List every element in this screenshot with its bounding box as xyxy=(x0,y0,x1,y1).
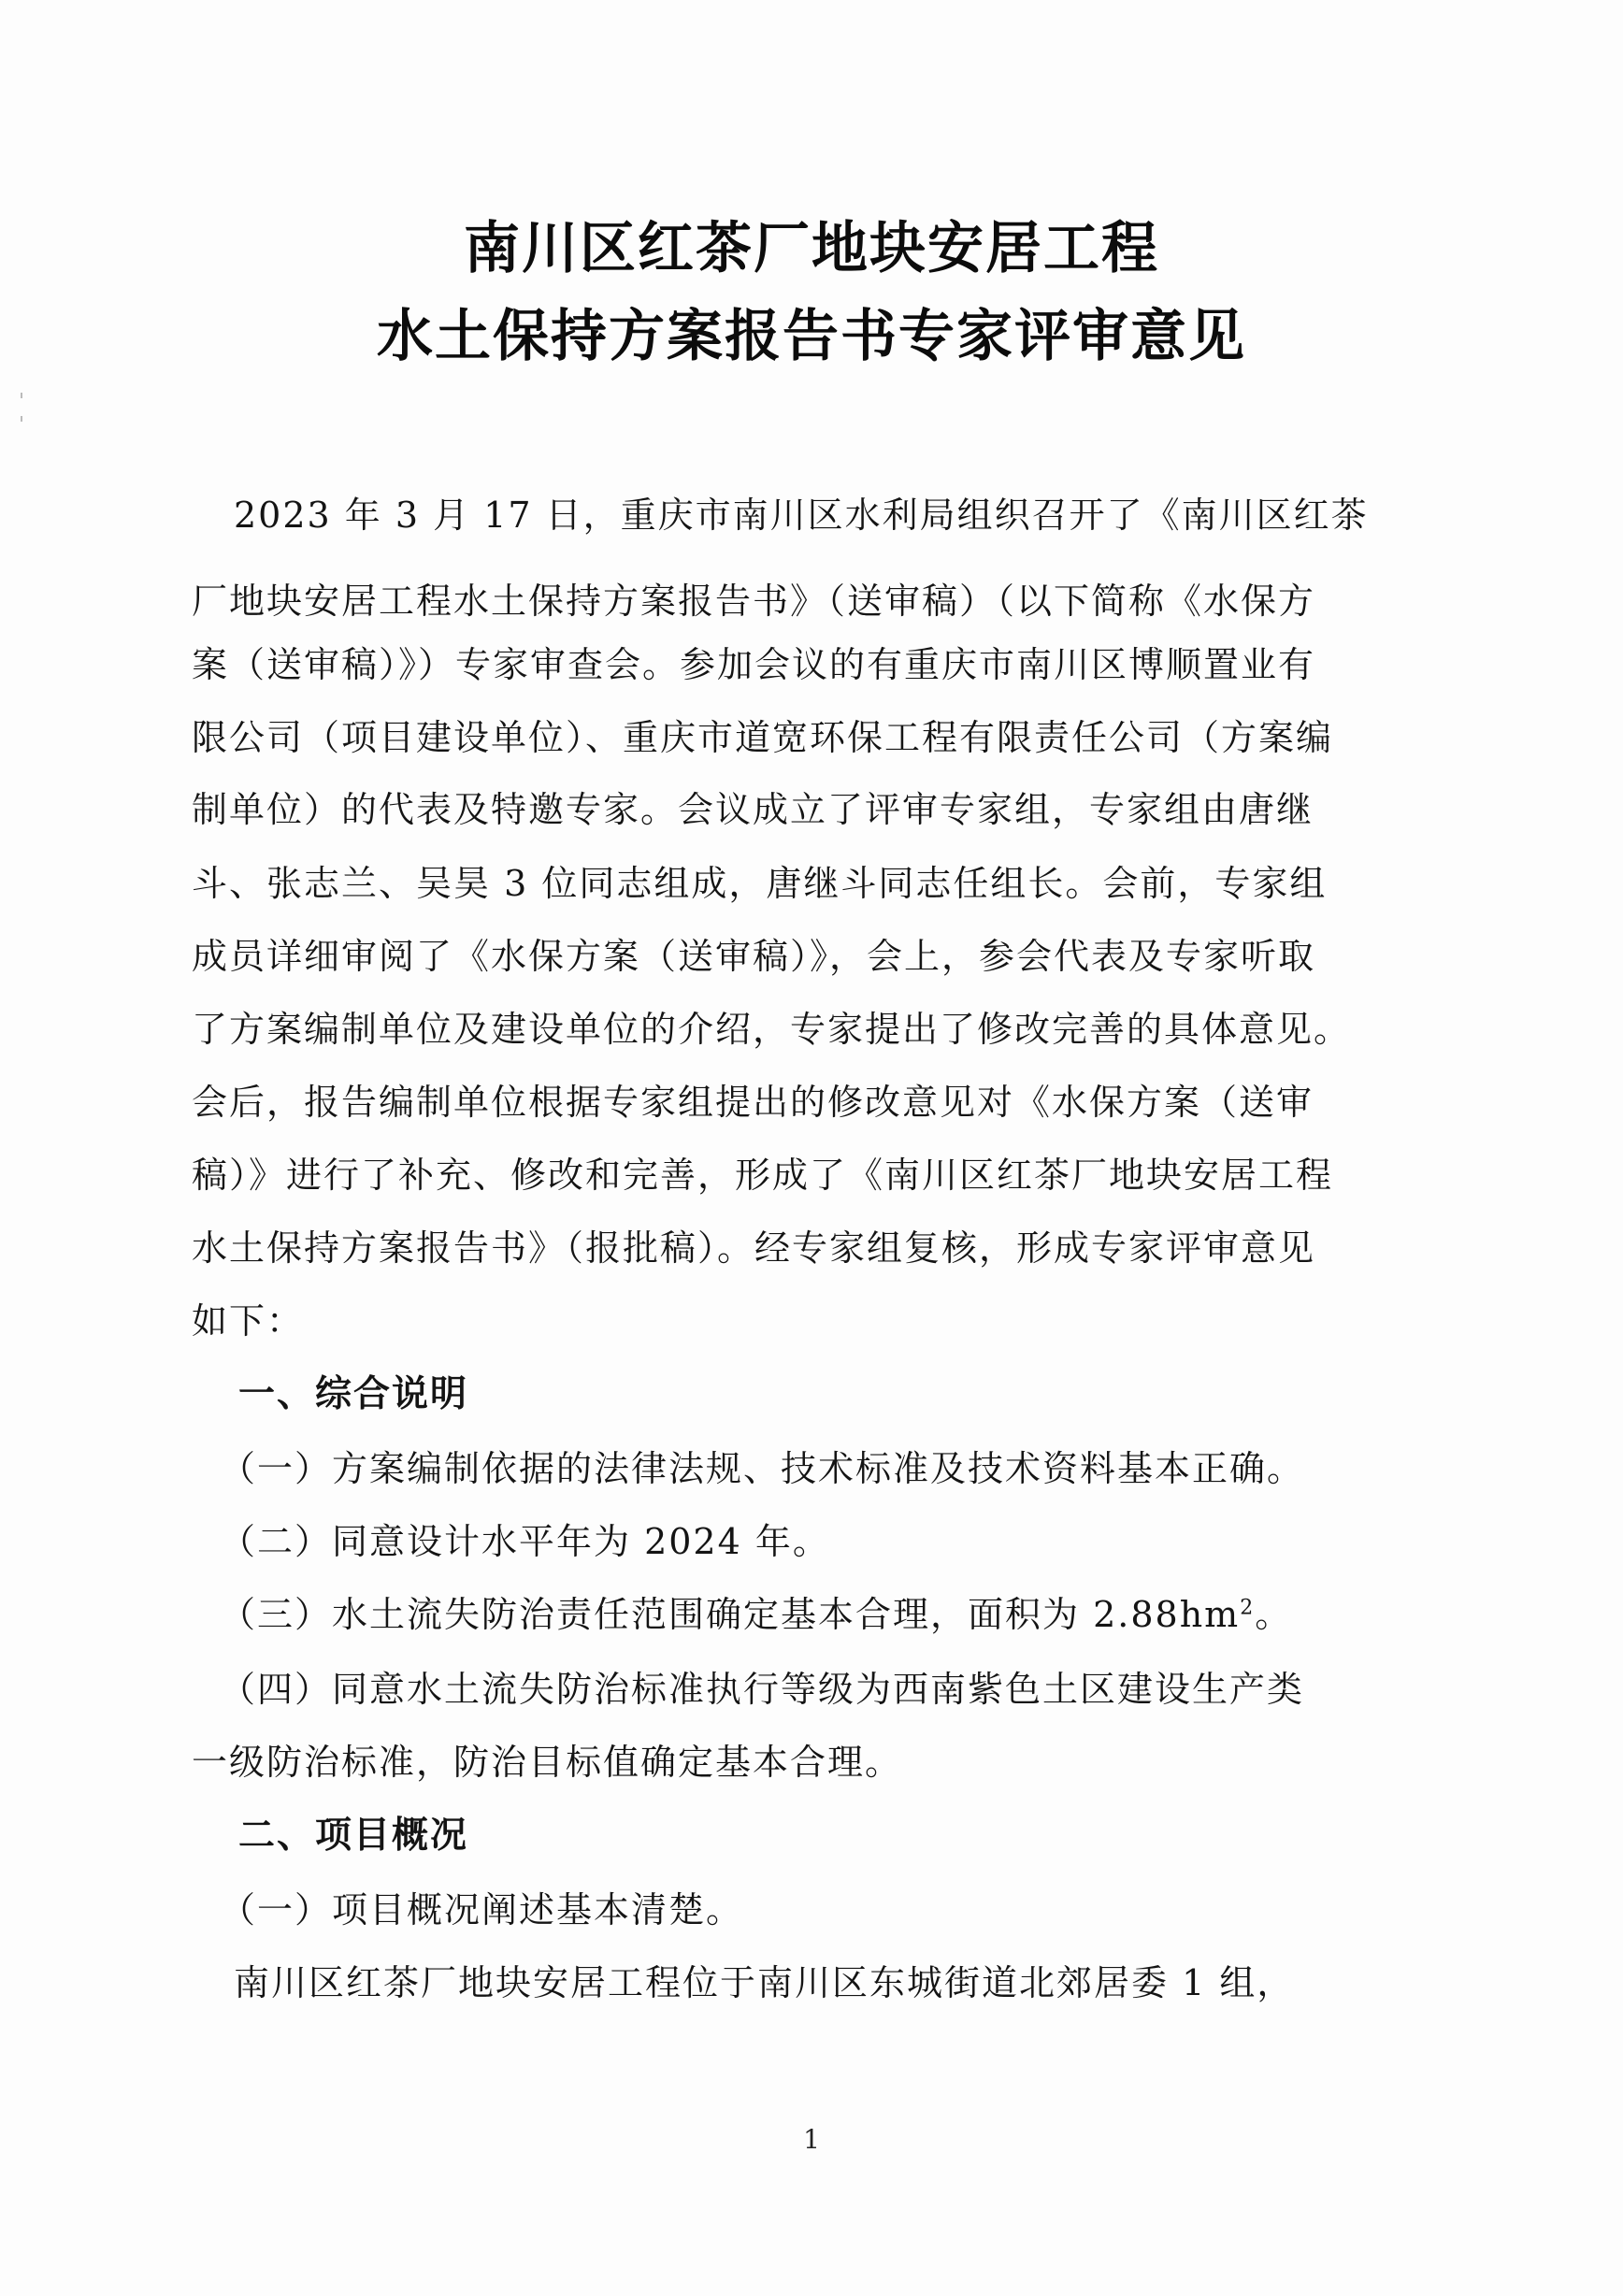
section-1-heading: 一、综合说明 xyxy=(238,1373,469,1415)
s1-item-3-text: （三）水土流失防治责任范围确定基本合理，面积为 2.88hm xyxy=(220,1594,1241,1635)
s1-item-1: （一）方案编制依据的法律法规、技术标准及技术资料基本正确。 xyxy=(220,1448,1305,1489)
intro-line: 厂地块安居工程水土保持方案报告书》（送审稿）（以下简称《水保方 xyxy=(192,581,1316,622)
s1-item-2: （二）同意设计水平年为 2024 年。 xyxy=(220,1521,830,1562)
s1-item-3-superscript: 2 xyxy=(1240,1596,1256,1620)
s2-item-1: （一）项目概况阐述基本清楚。 xyxy=(220,1889,744,1930)
intro-line: 稿）》进行了补充、修改和完善，形成了《南川区红茶厂地块安居工程 xyxy=(192,1155,1334,1196)
scan-speck xyxy=(21,416,22,422)
intro-line: 制单位）的代表及特邀专家。会议成立了评审专家组，专家组由唐继 xyxy=(192,789,1314,830)
document-title-line-2: 水土保持方案报告书专家评审意见 xyxy=(377,304,1246,369)
s1-item-4-line-2: 一级防治标准，防治目标值确定基本合理。 xyxy=(192,1742,903,1783)
intro-line: 如下： xyxy=(192,1300,305,1342)
intro-line: 了方案编制单位及建设单位的介绍，专家提出了修改完善的具体意见。 xyxy=(192,1009,1352,1050)
intro-line: 2023 年 3 月 17 日，重庆市南川区水利局组织召开了《南川区红茶 xyxy=(234,495,1369,536)
intro-line: 成员详细审阅了《水保方案（送审稿）》，会上，参会代表及专家听取 xyxy=(192,936,1316,977)
intro-line: 斗、张志兰、吴昊 3 位同志组成，唐继斗同志任组长。会前，专家组 xyxy=(192,863,1328,904)
s1-item-3 xyxy=(220,1586,1426,1637)
intro-line: 会后，报告编制单位根据专家组提出的修改意见对《水保方案（送审 xyxy=(192,1082,1314,1123)
section-2-heading: 二、项目概况 xyxy=(238,1815,469,1857)
s2-paragraph-line: 南川区红茶厂地块安居工程位于南川区东城街道北郊居委 1 组， xyxy=(234,1962,1295,2003)
intro-line: 限公司（项目建设单位）、重庆市道宽环保工程有限责任公司（方案编 xyxy=(192,717,1334,758)
page-number: 1 xyxy=(803,2124,820,2155)
document-title-line-1: 南川区红茶厂地块安居工程 xyxy=(464,216,1159,281)
s1-item-3-end: 。 xyxy=(1255,1594,1293,1635)
intro-line: 水土保持方案报告书》（报批稿）。经专家组复核，形成专家评审意见 xyxy=(192,1227,1316,1269)
intro-line: 案（送审稿）》）专家审查会。参加会议的有重庆市南川区博顺置业有 xyxy=(192,644,1316,685)
s1-item-4-line-1: （四）同意水土流失防治标准执行等级为西南紫色土区建设生产类 xyxy=(220,1669,1305,1710)
scan-speck xyxy=(21,393,22,398)
